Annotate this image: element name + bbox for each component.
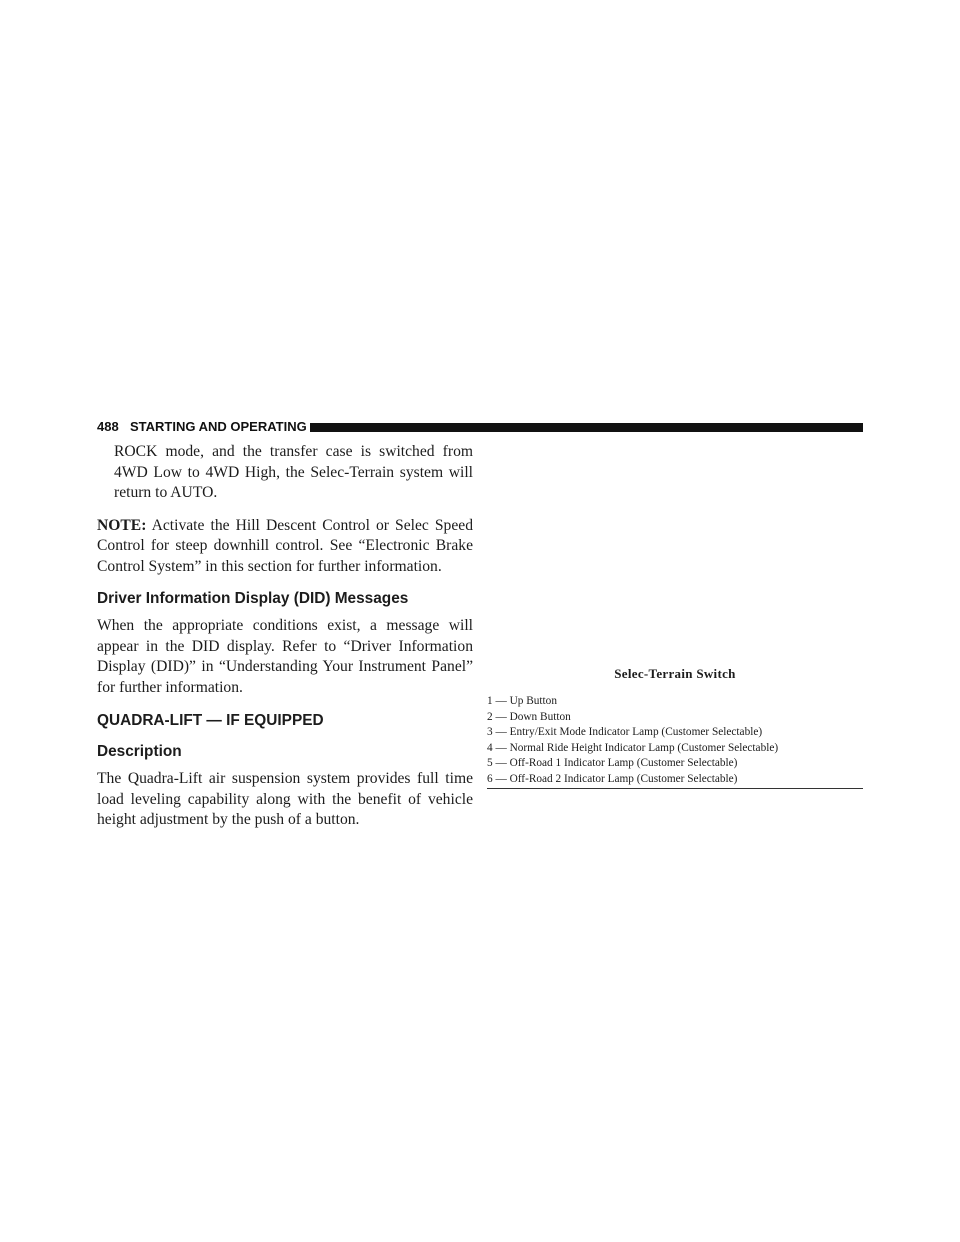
page-number: 488 — [97, 419, 119, 434]
note-paragraph — [97, 516, 473, 578]
page-header — [97, 418, 863, 438]
description-paragraph: The Quadra-Lift air suspension system provides full time load leveling capability along with the benefit of vehicle height adjustment by the push of a button. — [97, 770, 473, 828]
figure-legend — [487, 694, 863, 787]
continued-paragraph: ROCK mode, and the transfer case is switched from 4WD Low to 4WD High, the Selec-Terrain system will return to AUTO. — [114, 443, 473, 501]
note-label: NOTE: — [97, 516, 147, 534]
quadra-lift-heading: QUADRA-LIFT — IF EQUIPPED — [97, 712, 324, 729]
description-heading: Description — [97, 743, 182, 760]
legend-item: 2 — Down Button — [487, 710, 571, 723]
note-text: Activate the Hill Descent Control or Selec Speed Control for steep downhill control. See “Electronic Brake Control System” in this section for further information. — [97, 516, 473, 575]
did-paragraph: When the appropriate conditions exist, a message will appear in the DID display. Refer to “Driver Information Display (DID)” in “Understanding Your Instrument Panel” for further information. — [97, 617, 473, 696]
legend-item: 3 — Entry/Exit Mode Indicator Lamp (Customer Selectable) — [487, 726, 763, 738]
legend-item: 6 — Off-Road 2 Indicator Lamp (Customer Selectable) — [487, 772, 738, 785]
did-heading: Driver Information Display (DID) Messages — [97, 590, 409, 607]
left-column — [97, 442, 473, 831]
legend-item: 1 — Up Button — [487, 695, 557, 707]
legend-rule — [487, 788, 863, 789]
header-rule — [310, 423, 863, 432]
legend-item: 5 — Off-Road 1 Indicator Lamp (Customer Selectable) — [487, 757, 738, 769]
legend-item: 4 — Normal Ride Height Indicator Lamp (Customer Selectable) — [487, 741, 779, 754]
figure-caption: Selec-Terrain Switch — [614, 666, 736, 681]
section-title: STARTING AND OPERATING — [130, 419, 307, 434]
